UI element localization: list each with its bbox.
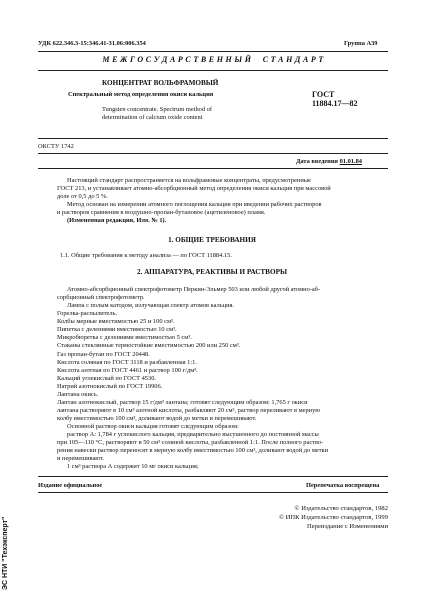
section-1-heading: 1. ОБЩИЕ ТРЕБОВАНИЯ (168, 236, 256, 244)
reagent-item: Лантана окись. (57, 391, 99, 398)
reagent-item: Кислота соляная по ГОСТ 3118 и разбавленная 1:1. (57, 359, 197, 366)
gost-number: 11884.17—82 (312, 99, 358, 108)
intro-line: доле от 0,5 до 5 %. (57, 193, 108, 200)
equipment-item: Лампа с полым катодом, излучающая спектр атомов кальция. (67, 302, 235, 309)
section-1-text: 1.1. Общие требования к методу анализа — по ГОСТ 11884.15. (60, 252, 232, 259)
udk-code: УДК 622.346.3-15:346.41-31.06:006.354 (38, 40, 146, 47)
intro-line: ГОСТ 213, и устанавливает атомно-абсорбционный метод определения окиси кальция при массовой (57, 185, 331, 192)
official-edition: Издание официальное (38, 482, 103, 489)
standard-banner: М Е Ж Г О С У Д А Р С Т В Е Н Н Ы Й С Т А Н Д А Р Т (102, 55, 324, 64)
document-subtitle: Спектральный метод определения окиси кальция (68, 91, 214, 98)
reagent-item: Газ пропан-бутан по ГОСТ 20448. (57, 351, 150, 358)
banner-rule (38, 70, 388, 71)
equipment-line: сорбционный спектрофотометр. (57, 294, 145, 301)
copyright-1999: © ИПК Издательство стандартов, 1999 (278, 514, 388, 521)
group-code: Группа А39 (344, 40, 378, 47)
equipment-item: Пипетка с делениями вместимостью 10 см³. (57, 326, 177, 333)
equipment-item: Колбы мерные вместимостью 25 и 100 см³. (57, 318, 175, 325)
equipment-item: Стаканы стеклянные термостойкие вместимостью 200 или 250 см³. (57, 342, 241, 349)
english-title-line2: determination of calcium oxide content (102, 114, 203, 121)
solution-a-line: рения навески раствор переносят в мерную колбу вместимостью 100 см³, доливают водой до метки (57, 447, 329, 454)
solution-a-line: раствор А: 1,784 г углекислого кальция, предварительно высушенного до постоянной массы (67, 431, 319, 438)
intro-line: Метод основан на измерении атомного поглощения кальция при введении рабочих растворов (67, 201, 322, 208)
okstu-rule (38, 153, 388, 154)
okstu-code: ОКСТУ 1742 (38, 143, 74, 150)
reissue-note: Переиздание с Изменениями (306, 523, 388, 530)
section-2-heading: 2. АППАРАТУРА, РЕАКТИВЫ И РАСТВОРЫ (136, 268, 288, 276)
header-rule (38, 51, 388, 52)
equipment-item: Микробюретка с делениями вместимостью 5 см³. (57, 334, 192, 341)
reagent-item: Кальций углекислый по ГОСТ 4530. (57, 375, 156, 382)
document-title: КОНЦЕНТРАТ ВОЛЬФРАМОВЫЙ (102, 79, 219, 87)
solution-a-line: при 105—110 °С, растворяют в 50 см³ соляной кислоты, разбавленной 1:1. После полного раство- (57, 439, 324, 446)
copyright-1982: © Издательство стандартов, 1982 (294, 505, 388, 512)
lanthanum-line: лантана растворяют в 10 см³ азотной кислоты, разбавляют 20 см³, раствор переливают в мерную (57, 407, 321, 414)
base-solution-line: Основной раствор окиси кальция готовят следующим образом: (67, 423, 239, 430)
date-value: 01.01.84 (339, 158, 362, 165)
intro-line: и растворов сравнения в воздушно-пропан-бутановое (ацетиленовое) пламя. (57, 209, 266, 216)
gost-label: ГОСТ (312, 90, 335, 99)
side-stamp: ЭС НТИ "Техэксперт" (2, 516, 9, 590)
solution-a-line: 1 см³ раствора А содержит 10 мг окиси кальция; (67, 463, 199, 470)
footer-rule-2 (38, 492, 388, 493)
date-rule (38, 168, 388, 169)
equipment-item: Горелка-распылитель. (57, 310, 118, 317)
lanthanum-line: колбу вместимостью 100 см³, доливают водой до метки и перемешивают. (57, 415, 257, 422)
reprint-notice: Перепечатка воспрещена (306, 482, 380, 489)
date-label: Дата введения (296, 158, 340, 165)
solution-a-line: и перемешивают. (57, 455, 104, 462)
english-title-line1: Tungsten concentrate. Spectrum method of (102, 106, 212, 113)
edition-note: (Измененная редакция, Изм. № 1). (67, 217, 167, 224)
intro-line: Настоящий стандарт распространяется на вольфрамовые концентраты, предусмотренные (67, 177, 311, 184)
equipment-line: Атомно-абсорбционный спектрофотометр Перкин-Эльмер 503 или любой другой атомно-аб- (67, 286, 321, 293)
date-of-introduction (296, 158, 362, 165)
footer-rule (38, 476, 388, 477)
reagent-item: Натрий азотнокислый по ГОСТ 19906. (57, 383, 163, 390)
lanthanum-line: Лантан азотнокислый, раствор 15 г/дм³ лантана; готовят следующим образом: 1,765 г окиси (57, 399, 308, 406)
reagent-item: Кислота азотная по ГОСТ 4461 и раствор 100 г/дм³. (57, 367, 198, 374)
title-rule (38, 138, 388, 139)
